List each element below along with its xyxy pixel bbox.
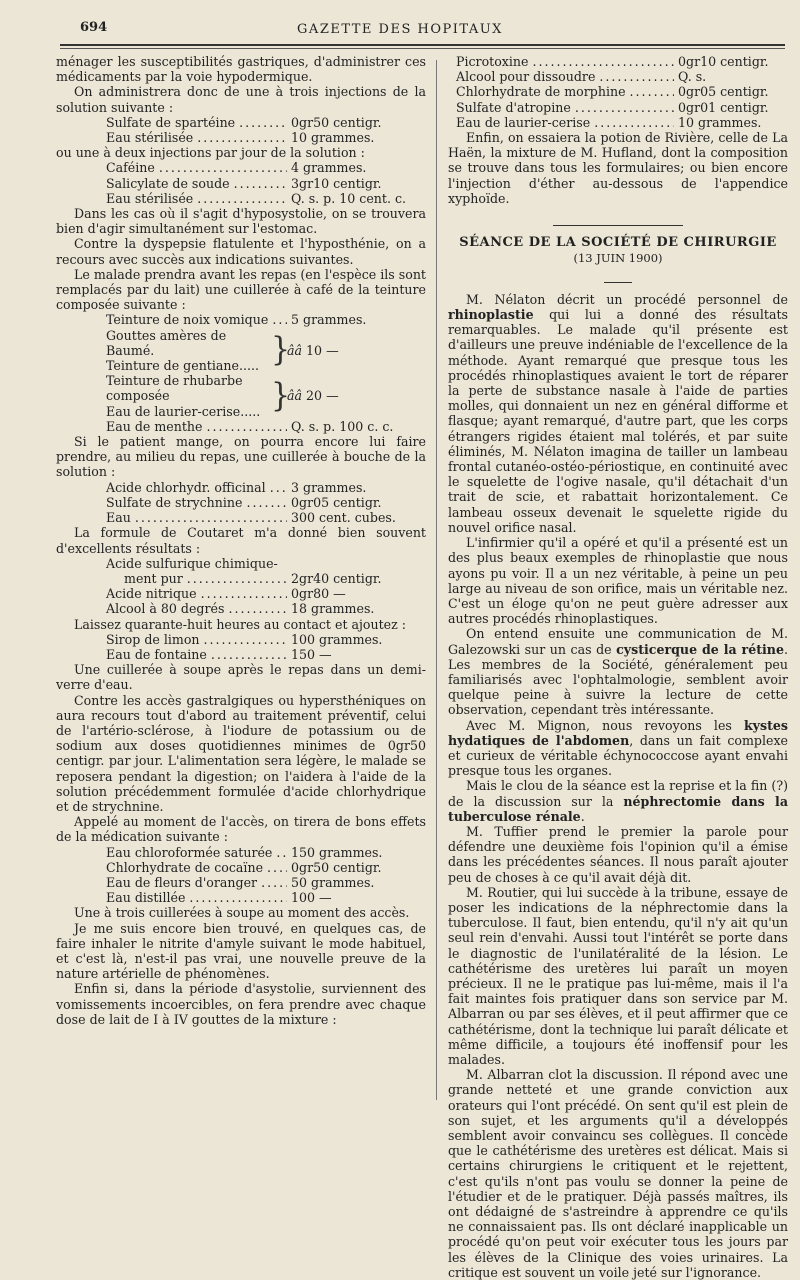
prescription <box>56 845 426 906</box>
prescription-line: Eau de fleurs d'oranger . . . 50 grammes. <box>56 875 426 890</box>
left-column <box>56 54 426 1027</box>
paragraph: M. Nélaton décrit un procédé personnel de rhinoplastie qui lui a donné des résultats remarquables. Le malade qu'il présente est d'ailleurs une preuve indéniable de l'excellence de la méthode. Ayant remarqué que presque tous les procédés rhinoplastiques avaient le tort de réparer la perte de substance nasale à l'aide de parties molles, qui donnaient un nez en général difforme et flasque; ayant remarqué, d'autre part, que les corps étrangers rigides étaient mal tolérés, et par suite éliminés, M. Nélaton imagina de tailler un lambeau frontal cutanéo-ostéo-périostique, en continuité avec le squelette de l'ogive nasale, qu'il détachait d'un trait de scie, et rabattait horizontalement. Ce lambeau osseux devenait le squelette rigide du nouvel orifice nasal. <box>448 291 788 535</box>
journal-title: GAZETTE DES HOPITAUX <box>297 22 503 37</box>
brace-icon: } <box>271 376 291 415</box>
prescription-line: Chlorhydrate de cocaïne . . . 0gr50 centigr. <box>56 860 426 875</box>
prescription-dose: 10 — <box>306 342 339 358</box>
prescription-group <box>106 328 426 374</box>
prescription-line: Acide chlorhydr. officinal . . . 3 grammes. <box>56 480 426 495</box>
prescription-line: Alcool à 80 degrés . . . 18 grammes. <box>56 601 426 616</box>
section-date: (13 JUIN 1900) <box>573 251 663 266</box>
prescription-line: Eau de laurier-cerise . . . 10 grammes. <box>448 115 788 130</box>
brace-icon: } <box>271 330 291 370</box>
column-divider <box>436 60 437 1100</box>
ana-mark: ââ <box>287 388 303 404</box>
paragraph: Une cuillerée à soupe après le repas dans un demi-verre d'eau. <box>56 662 426 693</box>
paragraph: Laissez quarante-huit heures au contact et ajoutez : <box>74 616 407 632</box>
paragraph: L'infirmier qu'il a opéré et qu'il a présenté est un des plus beaux exemples de rhinoplastie que nous ayons pu voir. Il a un nez véritable, à peine un peu large au niveau de son orifice, mais un véritable nez. C'est un éloge qu'on ne peut guère adresser aux autres procédés rhinoplastiques. <box>448 535 788 627</box>
prescription-line: Eau de menthe . . . Q. s. p. 100 c. c. <box>56 419 426 434</box>
paragraph: Je me suis encore bien trouvé, en quelques cas, de faire inhaler le nitrite d'amyle suivant le mode habituel, et c'est là, n'est-il pas vrai, une nouvelle preuve de la nature artérielle de phénomènes. <box>56 920 426 982</box>
prescription-line: Picrotoxine . . . 0gr10 centigr. <box>448 54 788 69</box>
paragraph: Enfin, on essaiera la potion de Rivière, celle de La Haën, la mixture de M. Hufland, dont la composition se trouve dans tous les formulaires; ou bien encore l'injection d'éther au-dessous de l'appendice xyphoïde. <box>448 130 788 206</box>
prescription-dose: 20 — <box>306 388 339 404</box>
prescription-line: Caféine . . . 4 grammes. <box>56 160 426 175</box>
bold-term: rhinoplastie <box>448 307 534 323</box>
prescription-ingredient: Gouttes amères de Baumé. <box>106 327 227 358</box>
paragraph: Enfin si, dans la période d'asystolie, surviennent des vomissements incoercibles, on fera prendre avec chaque dose de lait de I à IV gouttes de la mixture : <box>56 981 426 1027</box>
paragraph: On administrera donc de une à trois injections de la solution suivante : <box>56 84 426 115</box>
prescription-line: Eau stérilisée . . . Q. s. p. 10 cent. c. <box>56 191 426 206</box>
short-rule <box>448 271 788 286</box>
paragraph: Si le patient mange, on pourra encore lui faire prendre, au milieu du repas, une cuillerée à bouche de la solution : <box>56 434 426 480</box>
section-title: SÉANCE DE LA SOCIÉTÉ DE CHIRURGIE <box>459 235 777 251</box>
page-number: 694 <box>80 20 108 35</box>
paragraph: Dans les cas où il s'agit d'hyposystolie, on se trouvera bien d'agir simultanément sur l'estomac. <box>56 206 426 237</box>
prescription-line: ment pur . . . 2gr40 centigr. <box>56 571 426 586</box>
paragraph: La formule de Coutaret m'a donné bien souvent d'excellents résultats : <box>56 525 426 556</box>
prescription-ingredient: Teinture de rhubarbe composée <box>106 373 243 404</box>
prescription-line: Acide nitrique . . . 0gr80 — <box>56 586 426 601</box>
paragraph: Contre la dyspepsie flatulente et l'hyposthénie, on a recours avec succès aux indications suivantes. <box>56 236 426 267</box>
prescription-line: Acide sulfurique chimique- <box>106 555 278 571</box>
paragraph: M. Routier, qui lui succède à la tribune, essaye de poser les indications de la néphrectomie dans la tuberculose. Il faut, bien entendu, qu'il n'y ait qu'un seul rein d'envahi. Aussi tout l'intérêt se porte dans le diagnostic de l'unilatéralité de la lésion. Le cathétérisme des uretères lui paraît un moyen précieux. Il ne le pratique pas lui-même, mais il l'a fait maintes fois pratiquer dans son service par M. Albarran ou par ses élèves, et il peut affirmer que ce cathétérisme, dont la technique lui paraît délicate et même difficile, a toujours été inoffensif pour les malades. <box>448 884 788 1067</box>
prescription-line: Eau chloroformée saturée . . . 150 grammes. <box>56 845 426 860</box>
prescription-line: Sirop de limon . . . 100 grammes. <box>56 632 426 647</box>
prescription-line: Sulfate d'atropine . . . 0gr01 centigr. <box>448 100 788 115</box>
header-rule-thick <box>60 44 785 46</box>
bold-term: néphrectomie dans la tuberculose rénale <box>448 793 788 824</box>
paragraph: Mais le clou de la séance est la reprise et la fin (?) de la discussion sur la néphrectomie dans la tuberculose rénale. <box>448 778 788 824</box>
prescription-line: Teinture de noix vomique . . . 5 grammes. <box>56 312 426 327</box>
paragraph: On entend ensuite une communication de M. Galezowski sur un cas de cysticerque de la rétine. Les membres de la Société, généralement peu familiarisés avec l'ophtalmologie, semblent avoir quelque peine à suivre la lecture de cette observation, cependant très intéressante. <box>448 626 788 718</box>
page-header <box>0 0 800 50</box>
header-rule-thin <box>60 48 785 49</box>
prescription-line: Chlorhydrate de morphine . . . 0gr05 centigr. <box>448 84 788 99</box>
prescription-ingredient: Eau de laurier-cerise..... <box>106 403 261 419</box>
paragraph: Le malade prendra avant les repas (en l'espèce ils sont remplacés par du lait) une cuillerée à café de la teinture composée suivante : <box>56 266 426 313</box>
prescription <box>448 54 788 130</box>
prescription-line: Eau distillée . . . 100 — <box>56 890 426 905</box>
bold-term: cysticerque de la rétine <box>616 641 784 657</box>
prescription-line: Salicylate de soude . . . 3gr10 centigr. <box>56 176 426 191</box>
paragraph: M. Tuffier prend le premier la parole pour défendre une deuxième fois l'opinion qu'il a émise dans les précédentes séances. Il nous paraît ajouter peu de choses à ce qu'il avait déjà dit. <box>448 823 788 885</box>
paragraph: ou une à deux injections par jour de la solution : <box>56 145 365 161</box>
prescription <box>56 632 426 662</box>
paragraph: Avec M. Mignon, nous revoyons les kystes hydatiques de l'abdomen, dans un fait complexe et curieux de véritable échynococcose ayant envahi presque tous les organes. <box>448 717 788 779</box>
prescription-line: Eau de fontaine . . . 150 — <box>56 647 426 662</box>
right-column <box>448 54 788 1280</box>
prescription-ingredient: Teinture de gentiane..... <box>106 358 259 374</box>
prescription <box>56 160 426 206</box>
prescription-line: Sulfate de strychnine . . . 0gr05 centigr. <box>56 495 426 510</box>
prescription <box>56 312 426 434</box>
prescription-line: Alcool pour dissoudre . . . Q. s. <box>448 69 788 84</box>
prescription <box>56 115 426 145</box>
prescription <box>56 480 426 526</box>
paragraph: M. Albarran clot la discussion. Il répond avec une grande netteté et une grande conviction aux orateurs qui l'ont précédé. On sent qu'il est plein de son sujet, et les arguments qu'il a développés semblent avoir convaincu ses collègues. Il concède que le cathétérisme des uretères est délicat. Mais si certains chirurgiens le critiquent et le rejettent, c'est qu'ils n'ont pas voulu se donner la peine de l'étudier et de le pratiquer. Déjà passés maîtres, ils ont dédaigné de s'astreindre à apprendre ce qu'ils ne connaissaient pas. Ils ont déclaré inapplicable un procédé qu'on peut voir exécuter tous les jours par les élèves de la Clinique des voies urinaires. La critique est souvent un voile jeté sur l'ignorance. <box>448 1067 788 1280</box>
bold-term: kystes hydatiques de l'abdomen <box>448 717 788 748</box>
ana-mark: ââ <box>287 342 303 358</box>
paragraph: Contre les accès gastralgiques ou hypersthéniques on aura recours tout d'abord au traitement préventif, celui de l'artério-sclérose, à l'iodure de potassium ou de sodium aux doses quotidiennes minimes de 0gr50 centigr. par jour. L'alimentation sera légère, le malade se reposera pendant la digestion; on l'aidera à l'aide de la solution précédemment formulée d'acide chlorhydrique et de strychnine. <box>56 692 426 814</box>
paragraph: Appelé au moment de l'accès, on tirera de bons effets de la médication suivante : <box>56 814 426 845</box>
prescription <box>56 556 426 617</box>
section-separator <box>448 214 788 229</box>
prescription-line: Eau . . . 300 cent. cubes. <box>56 510 426 525</box>
paragraph: Une à trois cuillerées à soupe au moment des accès. <box>74 905 410 921</box>
paragraph: ménager les susceptibilités gastriques, d'administrer ces médicaments par la voie hypodermique. <box>56 54 426 85</box>
prescription-line: Eau stérilisée . . . 10 grammes. <box>56 130 426 145</box>
prescription-group <box>106 373 426 419</box>
prescription-line: Sulfate de spartéine . . . 0gr50 centigr. <box>56 115 426 130</box>
